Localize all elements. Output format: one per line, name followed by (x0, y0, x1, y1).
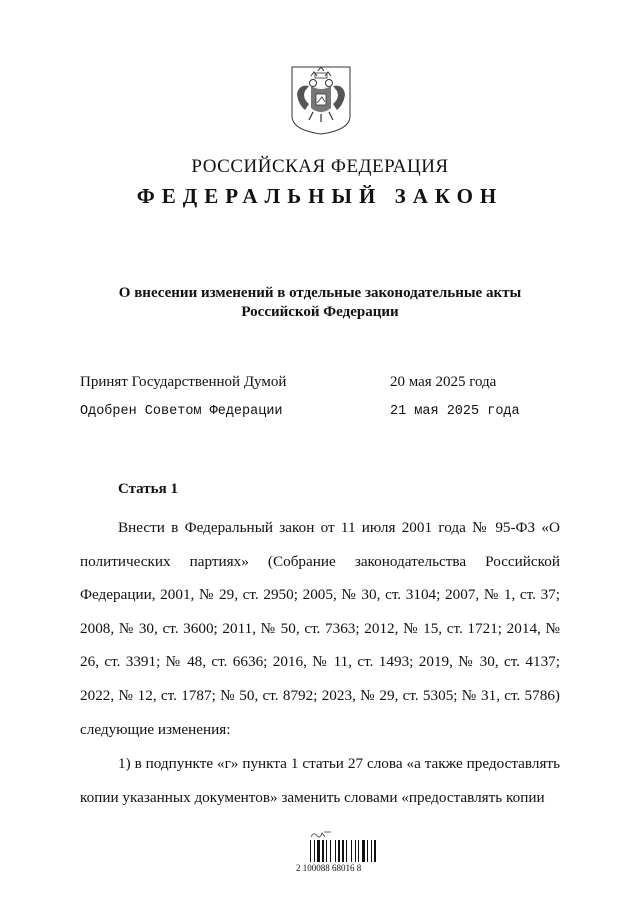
article-paragraph-2: 1) в подпункте «г» пункта 1 статьи 27 слова «а также предоставлять копии указанных документов» заменить словами «предоставлять копии (80, 755, 560, 806)
registration-mark-icon (310, 830, 332, 839)
document-type: ФЕДЕРАЛЬНЫЙ ЗАКОН (136, 184, 504, 208)
adoption-council-label: Одобрен Советом Федерации (80, 404, 283, 419)
article-paragraph-1: Внести в Федеральный закон от 11 июля 2001 года № 95-ФЗ «О политических партиях» (Собрание законодательства Российской Федерации, 2001, № 29, ст. 2950; 2005, № 30, ст. 3104; 2007, № 1, ст. 37; 2008, № 30, ст. 3600; 2011, № 50, ст. 7363; 2012, № 15, ст. 1721; 2014, № 26, ст. 3391; № 48, ст. 6636; 2016, № 11, ст. 1493; 2019, № 30, ст. 4137; 2022, № 12, ст. 1787; № 50, ст. 8792; 2023, № 29, ст. 5305; № 31, ст. 5786) следующие изменения: (80, 519, 560, 738)
country-name: РОССИЙСКАЯ ФЕДЕРАЦИЯ (191, 156, 449, 177)
article-heading: Статья 1 (118, 481, 178, 497)
barcode-icon (310, 840, 382, 862)
law-title-line-2: Российской Федерации (241, 304, 399, 320)
adoption-council-date: 21 мая 2025 года (390, 404, 520, 419)
law-title (90, 284, 550, 322)
footer-barcode-block (296, 830, 406, 878)
adoption-duma-date: 20 мая 2025 года (390, 374, 497, 390)
adoption-duma-label: Принят Государственной Думой (80, 374, 287, 390)
document-code: 2 100088 68016 8 (296, 863, 362, 873)
russian-coat-of-arms-icon (289, 64, 353, 136)
law-title-line-1: О внесении изменений в отдельные законодательные акты (118, 285, 522, 301)
